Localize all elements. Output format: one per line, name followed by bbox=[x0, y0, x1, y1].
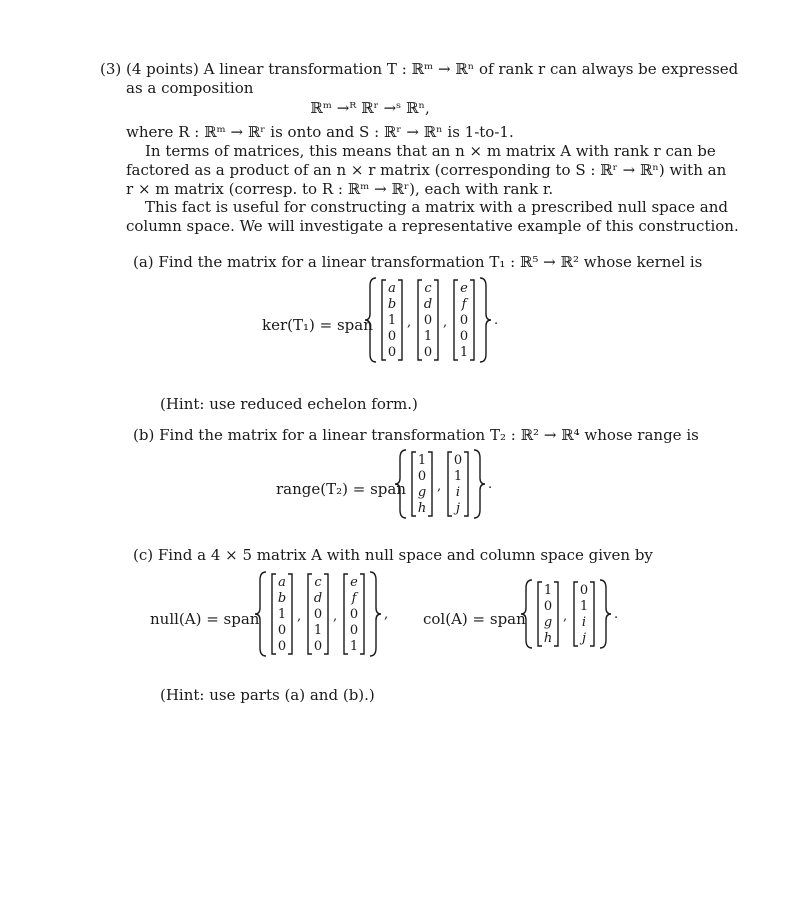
vector-bracket-right bbox=[360, 574, 364, 654]
part-c-col-span-set bbox=[520, 578, 640, 660]
vector-bracket-right bbox=[590, 582, 594, 646]
vector-entry: d bbox=[313, 591, 323, 606]
vector-entry: i bbox=[455, 485, 461, 500]
vector-entry: 0 bbox=[579, 583, 589, 598]
problem-heading: (3) (4 points) A linear transformation T : ℝᵐ → ℝⁿ of rank r can always be expressed bbox=[100, 60, 739, 78]
right-brace bbox=[480, 278, 491, 362]
vector-entry: e bbox=[350, 575, 358, 590]
vector-bracket-left bbox=[418, 280, 422, 360]
left-brace bbox=[365, 278, 376, 362]
vector-entry: 1 bbox=[349, 639, 359, 654]
vector-bracket-left bbox=[412, 452, 416, 516]
vector-entry: 1 bbox=[543, 583, 553, 598]
left-brace bbox=[255, 572, 266, 656]
vector-bracket-right bbox=[554, 582, 558, 646]
part-c-null-lhs: null(A) = span bbox=[150, 610, 260, 628]
vector-entry: 1 bbox=[387, 313, 397, 328]
vector-entry: 1 bbox=[313, 623, 323, 638]
comma-separator: , bbox=[563, 609, 568, 624]
paragraph-2-line-2: column space. We will investigate a representative example of this construction. bbox=[126, 217, 739, 235]
part-a-lhs: ker(T₁) = span bbox=[262, 316, 373, 334]
vector-bracket-left bbox=[538, 582, 542, 646]
vector-entry: 1 bbox=[579, 599, 589, 614]
problem-heading-cont: as a composition bbox=[126, 79, 254, 97]
vector-entry: 0 bbox=[387, 345, 397, 360]
vector-entry: 1 bbox=[423, 329, 433, 344]
comma-separator: , bbox=[407, 315, 412, 330]
vector-entry: f bbox=[351, 591, 357, 606]
paragraph-1-line-3: r × m matrix (corresp. to R : ℝᵐ → ℝʳ), each with rank r. bbox=[126, 180, 554, 198]
part-b-text: (b) Find the matrix for a linear transformation T₂ : ℝ² → ℝ⁴ whose range is bbox=[133, 426, 699, 444]
part-b-lhs: range(T₂) = span bbox=[276, 480, 406, 498]
right-brace bbox=[474, 450, 485, 518]
vector-entry: a bbox=[388, 281, 396, 296]
vector-entry: 1 bbox=[459, 345, 469, 360]
part-b-span-set bbox=[394, 448, 524, 528]
comma-separator: , bbox=[443, 315, 448, 330]
trailing-punctuation: . bbox=[494, 313, 499, 328]
part-c-col-lhs: col(A) = span bbox=[423, 610, 526, 628]
vector-bracket-right bbox=[398, 280, 402, 360]
vector-bracket-left bbox=[308, 574, 312, 654]
comma-separator: , bbox=[297, 609, 302, 624]
vector-entry: j bbox=[455, 501, 461, 516]
right-brace bbox=[600, 580, 611, 648]
vector-entry: 1 bbox=[277, 607, 287, 622]
vector-entry: c bbox=[314, 575, 322, 590]
vector-bracket-right bbox=[428, 452, 432, 516]
vector-bracket-right bbox=[434, 280, 438, 360]
vector-entry: 0 bbox=[313, 639, 323, 654]
composition-display: ℝᵐ →ᴿ ℝʳ →ˢ ℝⁿ, bbox=[310, 99, 430, 117]
left-brace bbox=[521, 580, 532, 648]
vector-entry: 0 bbox=[387, 329, 397, 344]
vector-entry: g bbox=[417, 485, 427, 500]
vector-entry: i bbox=[581, 615, 587, 630]
vector-entry: 0 bbox=[277, 639, 287, 654]
trailing-punctuation: . bbox=[614, 607, 619, 622]
vector-entry: h bbox=[543, 631, 553, 646]
vector-entry: 0 bbox=[459, 329, 469, 344]
part-a-text: (a) Find the matrix for a linear transformation T₁ : ℝ⁵ → ℝ² whose kernel is bbox=[133, 253, 703, 271]
right-brace bbox=[370, 572, 381, 656]
vector-entry: 0 bbox=[417, 469, 427, 484]
part-c-null-span-set bbox=[254, 570, 414, 670]
vector-entry: 0 bbox=[543, 599, 553, 614]
vector-entry: e bbox=[460, 281, 468, 296]
vector-entry: f bbox=[461, 297, 467, 312]
vector-entry: h bbox=[417, 501, 427, 516]
vector-entry: d bbox=[423, 297, 433, 312]
vector-entry: j bbox=[581, 631, 587, 646]
vector-entry: 0 bbox=[349, 623, 359, 638]
vector-entry: c bbox=[424, 281, 432, 296]
paragraph-2-line-1: This fact is useful for constructing a matrix with a prescribed null space and bbox=[145, 198, 728, 216]
part-c-text: (c) Find a 4 × 5 matrix A with null space and column space given by bbox=[133, 546, 653, 564]
part-c-hint: (Hint: use parts (a) and (b).) bbox=[160, 686, 375, 704]
vector-bracket-left bbox=[574, 582, 578, 646]
vector-entry: 0 bbox=[423, 345, 433, 360]
vector-entry: a bbox=[278, 575, 286, 590]
comma-separator: , bbox=[333, 609, 338, 624]
vector-bracket-right bbox=[464, 452, 468, 516]
vector-entry: 0 bbox=[459, 313, 469, 328]
left-brace bbox=[395, 450, 406, 518]
trailing-punctuation: . bbox=[488, 477, 493, 492]
vector-entry: 1 bbox=[417, 453, 427, 468]
part-a-span-set bbox=[364, 276, 524, 376]
vector-entry: 1 bbox=[453, 469, 463, 484]
vector-bracket-left bbox=[448, 452, 452, 516]
vector-entry: 0 bbox=[423, 313, 433, 328]
vector-bracket-left bbox=[382, 280, 386, 360]
comma-separator: , bbox=[437, 479, 442, 494]
vector-bracket-right bbox=[470, 280, 474, 360]
vector-bracket-right bbox=[288, 574, 292, 654]
part-a-hint: (Hint: use reduced echelon form.) bbox=[160, 395, 418, 413]
trailing-punctuation: , bbox=[384, 607, 389, 622]
vector-bracket-right bbox=[324, 574, 328, 654]
vector-bracket-left bbox=[454, 280, 458, 360]
paragraph-1-line-1: In terms of matrices, this means that an n × m matrix A with rank r can be bbox=[145, 142, 716, 160]
vector-bracket-left bbox=[344, 574, 348, 654]
vector-entry: b bbox=[277, 591, 287, 606]
vector-entry: 0 bbox=[349, 607, 359, 622]
where-line: where R : ℝᵐ → ℝʳ is onto and S : ℝʳ → ℝⁿ is 1-to-1. bbox=[126, 123, 514, 141]
vector-entry: g bbox=[543, 615, 553, 630]
vector-entry: 0 bbox=[277, 623, 287, 638]
vector-bracket-left bbox=[272, 574, 276, 654]
vector-entry: 0 bbox=[453, 453, 463, 468]
vector-entry: 0 bbox=[313, 607, 323, 622]
vector-entry: b bbox=[387, 297, 397, 312]
paragraph-1-line-2: factored as a product of an n × r matrix (corresponding to S : ℝʳ → ℝⁿ) with an bbox=[126, 161, 727, 179]
